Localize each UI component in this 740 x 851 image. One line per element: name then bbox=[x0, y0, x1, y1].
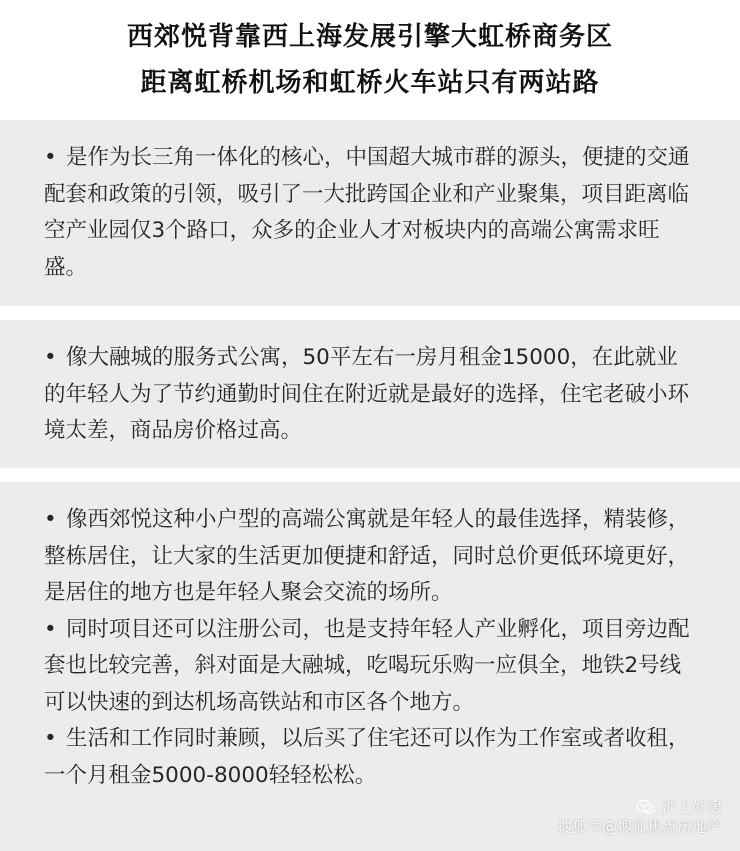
bullet-dot: • bbox=[44, 145, 57, 170]
watermark-brand-text: 沪上好房 bbox=[661, 798, 722, 816]
watermark-brand bbox=[502, 797, 722, 817]
bullet-dot: • bbox=[44, 726, 57, 751]
paragraph-text: 像西郊悦这种小户型的高端公寓就是年轻人的最佳选择，精装修，整栋居住，让大家的生活更加便捷和舒适，同时总价更低环境更好，是居住的地方也是年轻人聚会交流的场所。 bbox=[44, 507, 690, 605]
watermark bbox=[502, 797, 722, 843]
bullet-dot: • bbox=[44, 345, 57, 370]
paragraph-text: 同时项目还可以注册公司，也是支持年轻人产业孵化，项目旁边配套也比较完善，斜对面是大融城，吃喝玩乐购一应俱全，地铁2号线可以快速的到达机场高铁站和市区各个地方。 bbox=[44, 616, 690, 715]
paragraph-text: 是作为长三角一体化的核心，中国超大城市群的源头，便捷的交通配套和政策的引领，吸引了一大批跨国企业和产业聚集，项目距离临空产业园仅3个路口，众多的企业人才对板块内的高端公寓需求旺盛。 bbox=[44, 145, 690, 280]
bullet-dot: • bbox=[44, 507, 57, 532]
headline-line-1: 西郊悦背靠西上海发展引擎大虹桥商务区 bbox=[126, 22, 613, 52]
bullet-paragraph bbox=[44, 502, 696, 612]
headline-line-2: 距离虹桥机场和虹桥火车站只有两站路 bbox=[140, 68, 600, 98]
info-card-2 bbox=[0, 320, 740, 468]
bullet-paragraph bbox=[44, 721, 696, 794]
bullet-dot: • bbox=[44, 616, 57, 642]
bullet-paragraph bbox=[44, 612, 696, 722]
paragraph-text: 生活和工作同时兼顾，以后买了住宅还可以作为工作室或者收租，一个月租金5000-8000轻轻松松。 bbox=[44, 726, 690, 788]
watermark-source: 搜狐号@搜狐焦点房地产 bbox=[556, 818, 722, 836]
bullet-paragraph bbox=[44, 340, 696, 450]
wechat-icon bbox=[636, 799, 656, 815]
paragraph-text: 像大融城的服务式公寓，50平左右一房月租金15000，在此就业的年轻人为了节约通勤时间住在附近就是最好的选择，住宅老破小环境太差，商品房价格过高。 bbox=[44, 345, 690, 443]
bullet-paragraph bbox=[44, 140, 696, 286]
info-card-1 bbox=[0, 120, 740, 306]
info-card-3 bbox=[0, 482, 740, 851]
headline bbox=[0, 14, 740, 106]
